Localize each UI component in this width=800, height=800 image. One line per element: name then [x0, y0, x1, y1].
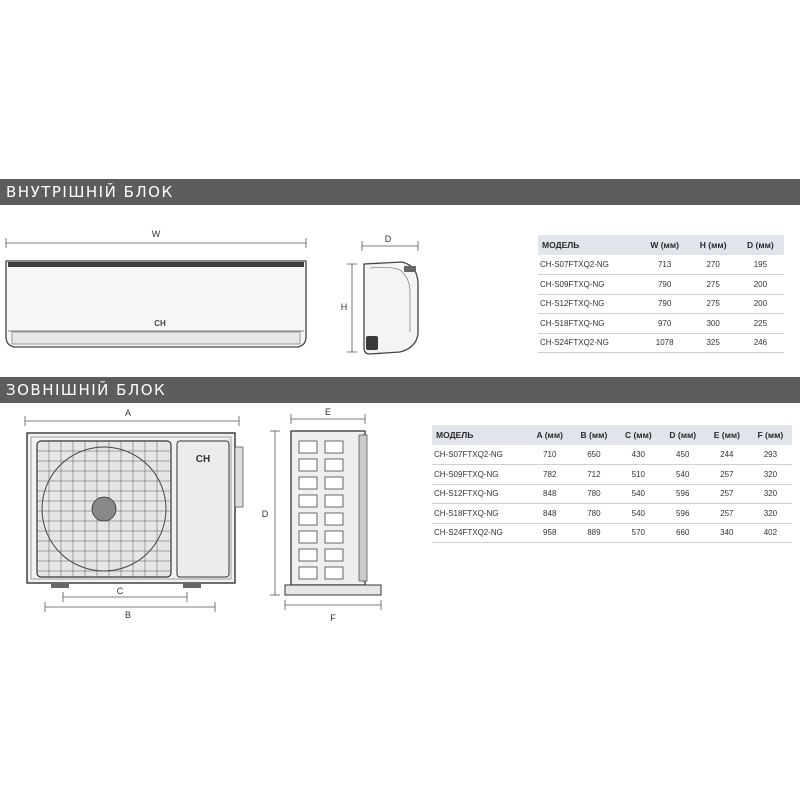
indoor-front-drawing	[0, 225, 320, 360]
table-cell: CH-S18FTXQ-NG	[538, 314, 640, 334]
table-cell: CH-S12FTXQ-NG	[432, 484, 528, 504]
indoor-dim-d: D	[384, 234, 392, 244]
table-cell: 450	[661, 445, 705, 465]
table-cell: 958	[528, 523, 572, 543]
table-cell: 713	[640, 255, 690, 275]
table-cell: 660	[661, 523, 705, 543]
col-header: D (мм)	[737, 235, 784, 255]
table-header-row	[538, 235, 784, 255]
table-cell: 710	[528, 445, 572, 465]
outdoor-dim-d: D	[261, 509, 269, 519]
table-cell: 848	[528, 484, 572, 504]
table-cell: 782	[528, 465, 572, 485]
col-header: A (мм)	[528, 425, 572, 445]
table-cell: 325	[690, 333, 737, 353]
table-cell: CH-S12FTXQ-NG	[538, 294, 640, 314]
table-row	[538, 255, 784, 275]
table-cell: 540	[616, 484, 660, 504]
table-cell: 320	[749, 504, 792, 524]
col-header: F (мм)	[749, 425, 792, 445]
table-cell: CH-S09FTXQ-NG	[538, 275, 640, 295]
col-header: МОДЕЛЬ	[538, 235, 640, 255]
table-row	[432, 484, 792, 504]
indoor-logo: CH	[154, 319, 166, 328]
table-row	[538, 275, 784, 295]
table-cell: 596	[661, 504, 705, 524]
table-cell: 270	[690, 255, 737, 275]
indoor-side-drawing	[330, 232, 430, 362]
outdoor-dim-c: C	[116, 586, 124, 596]
outdoor-spec-table	[432, 425, 792, 543]
table-cell: 257	[705, 504, 749, 524]
table-cell: 244	[705, 445, 749, 465]
table-cell: 780	[572, 504, 616, 524]
table-cell: 195	[737, 255, 784, 275]
col-header: W (мм)	[640, 235, 690, 255]
table-cell: 596	[661, 484, 705, 504]
table-cell: CH-S24FTXQ2-NG	[538, 333, 640, 353]
table-cell: 510	[616, 465, 660, 485]
table-cell: CH-S07FTXQ2-NG	[432, 445, 528, 465]
table-cell: 300	[690, 314, 737, 334]
table-cell: 200	[737, 275, 784, 295]
table-cell: CH-S07FTXQ2-NG	[538, 255, 640, 275]
table-row	[432, 465, 792, 485]
table-cell: 225	[737, 314, 784, 334]
col-header: D (мм)	[661, 425, 705, 445]
outdoor-dim-b: B	[124, 610, 132, 620]
indoor-spec-table	[538, 235, 784, 353]
table-cell: 712	[572, 465, 616, 485]
table-cell: 275	[690, 294, 737, 314]
table-cell: CH-S24FTXQ2-NG	[432, 523, 528, 543]
outdoor-dim-f: F	[330, 613, 336, 623]
table-cell: CH-S09FTXQ-NG	[432, 465, 528, 485]
table-cell: 320	[749, 484, 792, 504]
indoor-section-header: ВНУТРІШНІЙ БЛОК	[0, 179, 800, 205]
table-cell: 790	[640, 275, 690, 295]
outdoor-logo: CH	[195, 454, 211, 465]
indoor-dim-w: W	[151, 229, 161, 239]
table-cell: 540	[616, 504, 660, 524]
col-header: B (мм)	[572, 425, 616, 445]
table-cell: 275	[690, 275, 737, 295]
table-cell: 293	[749, 445, 792, 465]
table-cell: 780	[572, 484, 616, 504]
col-header: H (мм)	[690, 235, 737, 255]
table-header-row	[432, 425, 792, 445]
table-cell: 570	[616, 523, 660, 543]
table-cell: 970	[640, 314, 690, 334]
table-row	[432, 523, 792, 543]
table-cell: 320	[749, 465, 792, 485]
table-cell: 1078	[640, 333, 690, 353]
table-cell: CH-S18FTXQ-NG	[432, 504, 528, 524]
outdoor-section-header: ЗОВНІШНІЙ БЛОК	[0, 377, 800, 403]
table-cell: 257	[705, 484, 749, 504]
table-cell: 402	[749, 523, 792, 543]
outdoor-dim-a: A	[124, 408, 132, 418]
outdoor-side-drawing	[255, 405, 390, 625]
col-header: C (мм)	[616, 425, 660, 445]
table-cell: 650	[572, 445, 616, 465]
indoor-dim-h: H	[340, 302, 348, 312]
table-cell: 257	[705, 465, 749, 485]
table-cell: 848	[528, 504, 572, 524]
table-row	[538, 314, 784, 334]
col-header: МОДЕЛЬ	[432, 425, 528, 445]
table-cell: 340	[705, 523, 749, 543]
table-cell: 790	[640, 294, 690, 314]
table-cell: 540	[661, 465, 705, 485]
col-header: E (мм)	[705, 425, 749, 445]
table-cell: 246	[737, 333, 784, 353]
table-row	[538, 294, 784, 314]
outdoor-dim-e: E	[324, 407, 332, 417]
table-row	[432, 445, 792, 465]
table-row	[432, 504, 792, 524]
table-cell: 430	[616, 445, 660, 465]
table-row	[538, 333, 784, 353]
table-cell: 889	[572, 523, 616, 543]
table-cell: 200	[737, 294, 784, 314]
outdoor-front-drawing	[15, 407, 255, 622]
